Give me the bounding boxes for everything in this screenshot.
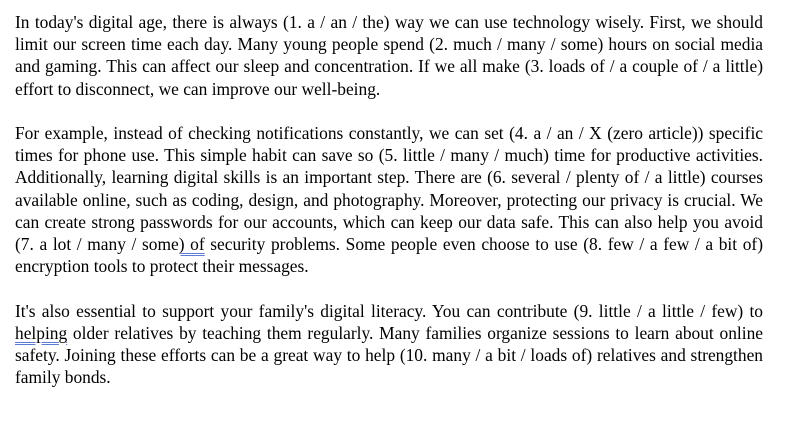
grammar-flag-helping[interactable]: helping	[15, 322, 68, 343]
document-body	[15, 11, 763, 388]
paragraph-2-text-start: For example, instead of checking notifications constantly, we can set (4. a / an / X (zero article)) specific times for phone use. This simple habit can save so (5. little / many / much) time for productive activities. Additionally, learning digital skills is an important step. There are (6. several / plenty of / a little) courses available online, such as coding, design, and photography. Moreover, protecting our privacy is crucial. We can create strong passwords for our accounts, which can keep our data safe. This can also help you avoid (7. a lot / many / some	[15, 123, 763, 255]
paragraph-2-text-end: security problems. Some people even choose to use (8. few / a few / a bit of) encryption tools to protect their messages.	[15, 234, 763, 277]
paragraph-3-text-end: older relatives by teaching them regularly. Many families organize sessions to learn about online safety. Joining these efforts can be a great way to help (10. many / a bit / loads of) relatives and strengthen family bonds.	[15, 322, 763, 388]
paragraph-3	[15, 300, 763, 389]
paragraph-2	[15, 122, 763, 277]
paragraph-1: In today's digital age, there is always (1. a / an / the) way we can use technology wisely. First, we should limit our screen time each day. Many young people spend (2. much / many / some) hours on social media and gaming. This can affect our sleep and concentration. If we all make (3. loads of / a couple of / a little) effort to disconnect, we can improve our well-being.	[15, 12, 763, 99]
paragraph-3-text-start: It's also essential to support your family's digital literacy. You can contribute (9. little / a little / few) to	[15, 300, 763, 321]
grammar-flag-of[interactable]: ) of	[178, 234, 205, 255]
